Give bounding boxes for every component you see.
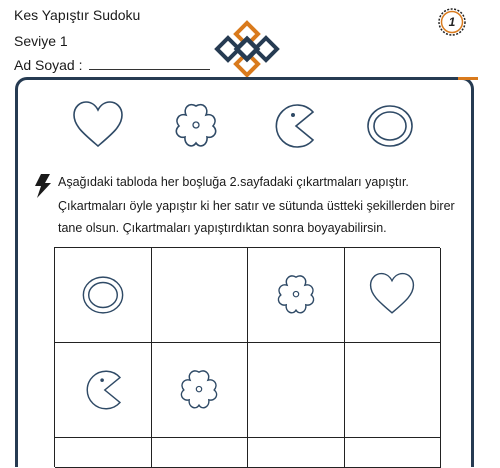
worksheet-title: Kes Yapıştır Sudoku (14, 7, 141, 23)
name-label: Ad Soyad : (14, 57, 83, 73)
grid-cell-r3-c4[interactable] (345, 438, 442, 468)
instruction-line-2: Çıkartmaları öyle yapıştır ki her satır ve sütunda üstteki şekillerden birer (58, 199, 455, 213)
diamond-logo-icon (213, 20, 281, 78)
grid-cell-r1-c3 (248, 248, 345, 343)
heart-icon (367, 270, 417, 320)
grid-cell-r2-c4[interactable] (345, 343, 442, 438)
instruction-line-3: tane olsun. Çıkartmaları yapıştırdıktan sonra boyayabilirsin. (58, 221, 387, 235)
shape-legend (0, 98, 500, 158)
name-input-line[interactable] (89, 69, 210, 70)
ring-icon (78, 270, 128, 320)
heart-icon (70, 98, 126, 154)
grid-cell-r1-c2[interactable] (152, 248, 249, 343)
grid-cell-r1-c1 (55, 248, 152, 343)
instruction-line-1: Aşağıdaki tabloda her boşluğa 2.sayfadaki çıkartmaları yapıştır. (58, 175, 409, 189)
flower-icon (271, 270, 321, 320)
frame-accent (458, 77, 478, 80)
grid-cell-r1-c4 (345, 248, 442, 343)
flower-icon (168, 98, 224, 154)
sudoku-grid (54, 247, 440, 467)
lightning-icon (34, 174, 52, 198)
level-label: Seviye 1 (14, 33, 68, 49)
page-number-badge (436, 6, 468, 38)
flower-icon (174, 365, 224, 415)
pacman-icon (78, 365, 128, 415)
grid-cell-r2-c1 (55, 343, 152, 438)
pacman-icon (266, 98, 322, 154)
grid-cell-r3-c1[interactable] (55, 438, 152, 468)
page-number: 1 (448, 15, 456, 29)
grid-cell-r3-c2[interactable] (152, 438, 249, 468)
grid-cell-r2-c3[interactable] (248, 343, 345, 438)
ring-icon (362, 98, 418, 154)
grid-cell-r3-c3[interactable] (248, 438, 345, 468)
grid-cell-r2-c2 (152, 343, 249, 438)
